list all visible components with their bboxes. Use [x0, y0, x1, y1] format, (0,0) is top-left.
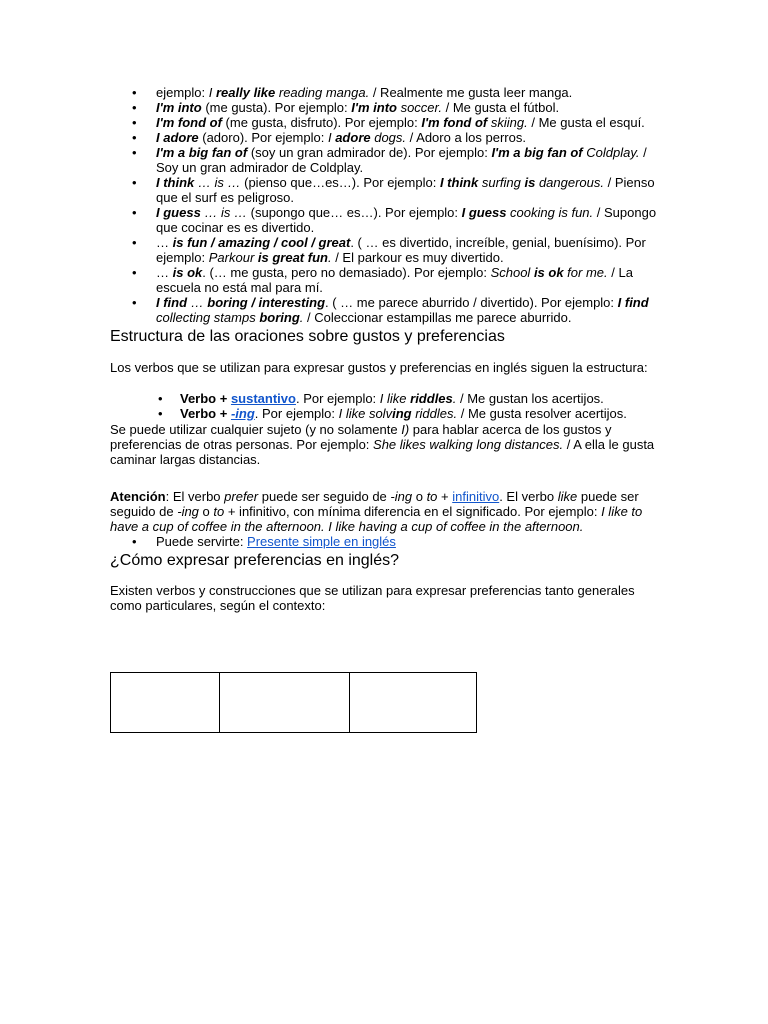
inline-link[interactable]: Presente simple en inglés: [247, 534, 396, 549]
text-run: like: [557, 489, 578, 504]
text-run: boring / interesting: [207, 295, 326, 310]
document-content: [110, 85, 658, 613]
text-run: puede ser seguido de: [258, 489, 391, 504]
text-run: adore: [335, 130, 371, 145]
text-run: cooking is fun.: [506, 205, 594, 220]
text-run: -ing: [177, 504, 199, 519]
list-item: [110, 235, 658, 265]
text-run: . ( … es divertido, increíble, genial, buenísimo). Por ejemplo:: [156, 235, 646, 265]
text-run: I: [208, 85, 216, 100]
text-run: for me.: [563, 265, 608, 280]
text-run: / Me gustan los acertijos.: [456, 391, 604, 406]
text-run: skiing.: [487, 115, 528, 130]
text-run: … is …: [200, 205, 248, 220]
text-run: ing: [392, 406, 412, 421]
text-run: / Me gusta resolver acertijos.: [457, 406, 627, 421]
text-run: o: [412, 489, 427, 504]
text-run: . Por ejemplo:: [295, 391, 380, 406]
inline-link[interactable]: infinitivo: [452, 489, 500, 504]
text-run: I think: [156, 175, 195, 190]
text-run: I'm into: [156, 100, 202, 115]
list-item: [110, 130, 658, 145]
list-item: [110, 100, 658, 115]
list-item: [110, 85, 658, 100]
text-run: is fun / amazing / cool / great: [172, 235, 351, 250]
text-run: I find: [156, 295, 188, 310]
text-run: boring: [259, 310, 300, 325]
text-run: ejemplo:: [156, 85, 209, 100]
text-run: dogs.: [370, 130, 407, 145]
section-heading-structure: Estructura de las oraciones sobre gustos y preferencias: [110, 328, 505, 345]
text-run: riddles: [410, 391, 453, 406]
text-run: (supongo que… es…). Por ejemplo:: [247, 205, 462, 220]
text-run: / Pienso que el surf es peligroso.: [156, 175, 655, 205]
inline-link[interactable]: sustantivo: [230, 391, 296, 406]
text-run: I: [327, 130, 336, 145]
text-run: I like solv: [338, 406, 393, 421]
text-run: Parkour: [208, 250, 258, 265]
text-run: School: [490, 265, 534, 280]
table-cell: [350, 673, 477, 733]
text-run: I adore: [156, 130, 199, 145]
text-run: . (… me gusta, pero no demasiado). Por ejemplo:: [202, 265, 491, 280]
text-run: .: [299, 310, 304, 325]
text-run: / A ella le gusta caminar largas distancias.: [110, 437, 655, 467]
text-run: prefer: [224, 489, 259, 504]
text-run: surfing: [478, 175, 525, 190]
text-run: / La escuela no está mal para mí.: [156, 265, 633, 295]
list-item: [110, 145, 658, 175]
list-item: [110, 115, 658, 130]
text-run: collecting stamps: [156, 310, 260, 325]
text-run: / Soy un gran admirador de Coldplay.: [156, 145, 647, 175]
text-run: / Realmente me gusta leer manga.: [369, 85, 573, 100]
table-cell: [220, 673, 350, 733]
text-run: . ( … me parece aburrido / divertido). Por ejemplo:: [325, 295, 618, 310]
attention-paragraph: [110, 489, 658, 534]
text-run: o: [198, 504, 214, 519]
text-run: . Por ejemplo:: [254, 406, 339, 421]
text-run: to: [213, 504, 225, 519]
text-run: Atención: [110, 489, 166, 504]
text-run: …: [156, 265, 173, 280]
text-run: / El parkour es muy divertido.: [331, 250, 504, 265]
text-run: is: [524, 175, 536, 190]
list-item: [110, 295, 658, 325]
text-run: puede ser seguido de: [110, 489, 639, 519]
text-run: is ok: [172, 265, 203, 280]
text-run: . El verbo: [499, 489, 558, 504]
empty-table: [110, 672, 477, 733]
text-run: Los verbos que se utilizan para expresar gustos y preferencias en inglés siguen la estructura:: [110, 360, 648, 375]
text-run: I'm a big fan of: [491, 145, 583, 160]
structure-intro-paragraph: [110, 360, 658, 375]
text-run: is great fun: [257, 250, 328, 265]
preferences-intro-paragraph: [110, 583, 658, 613]
text-run: Verbo +: [180, 406, 231, 421]
text-run: / Supongo que cocinar es es divertido.: [156, 205, 657, 235]
text-run: I like: [379, 391, 411, 406]
text-run: (me gusta). Por ejemplo:: [201, 100, 352, 115]
section-heading-preferences: ¿Cómo expresar preferencias en inglés?: [110, 552, 400, 569]
list-item: [110, 175, 658, 205]
text-run: …: [187, 295, 208, 310]
text-run: I): [401, 422, 410, 437]
structure-list: [156, 391, 658, 421]
list-item: [110, 534, 658, 549]
text-run: soccer.: [396, 100, 442, 115]
text-run: .: [452, 391, 457, 406]
text-run: She likes walking long distances.: [373, 437, 564, 452]
text-run: really like: [215, 85, 276, 100]
text-run: I find: [617, 295, 649, 310]
text-run: I like to have a cup of coffee in the afternoon. I like having a cup of coffee in the afternoon.: [110, 504, 643, 534]
table-row: [111, 673, 477, 733]
text-run: .: [327, 250, 332, 265]
text-run: (me gusta, disfruto). Por ejemplo:: [221, 115, 422, 130]
text-run: / Adoro a los perros.: [406, 130, 526, 145]
text-run: Se puede utilizar cualquier sujeto (y no solamente: [110, 422, 402, 437]
related-link-list: [110, 534, 658, 549]
list-item: [156, 391, 658, 406]
text-run: Puede servirte:: [156, 534, 248, 549]
text-run: (soy un gran admirador de). Por ejemplo:: [247, 145, 492, 160]
text-run: I'm fond of: [156, 115, 222, 130]
text-run: I'm a big fan of: [156, 145, 248, 160]
list-item: [110, 205, 658, 235]
text-run: Verbo +: [180, 391, 231, 406]
text-run: I'm fond of: [421, 115, 488, 130]
text-run: +: [437, 489, 453, 504]
text-run: / Coleccionar estampillas me parece aburrido.: [303, 310, 572, 325]
text-run: Existen verbos y construcciones que se utilizan para expresar preferencias tanto generales como particulares, según el contexto:: [110, 583, 635, 613]
text-run: to: [426, 489, 438, 504]
text-run: + infinitivo, con mínima diferencia en el significado. Por ejemplo:: [224, 504, 602, 519]
subject-paragraph: [110, 422, 658, 467]
likes-expressions-list: [110, 85, 658, 325]
text-run: I think: [439, 175, 479, 190]
text-run: para hablar acerca de los gustos y preferencias de otras personas. Por ejemplo:: [110, 422, 612, 452]
text-run: -ing: [390, 489, 413, 504]
text-run: / Me gusta el esquí.: [527, 115, 645, 130]
text-run: (adoro). Por ejemplo:: [198, 130, 328, 145]
list-item: [110, 265, 658, 295]
text-run: dangerous.: [535, 175, 604, 190]
text-run: (pienso que…es…). Por ejemplo:: [240, 175, 440, 190]
text-run: …: [156, 235, 173, 250]
text-run: : El verbo: [165, 489, 225, 504]
inline-link[interactable]: -ing: [230, 406, 255, 421]
text-run: I'm into: [351, 100, 397, 115]
text-run: riddles.: [411, 406, 458, 421]
list-item: [156, 406, 658, 421]
text-run: I guess: [156, 205, 201, 220]
text-run: reading manga.: [275, 85, 370, 100]
text-run: is ok: [533, 265, 564, 280]
text-run: / Me gusta el fútbol.: [442, 100, 560, 115]
text-run: I guess: [461, 205, 507, 220]
text-run: … is …: [194, 175, 241, 190]
table-cell: [111, 673, 220, 733]
text-run: Coldplay.: [582, 145, 640, 160]
